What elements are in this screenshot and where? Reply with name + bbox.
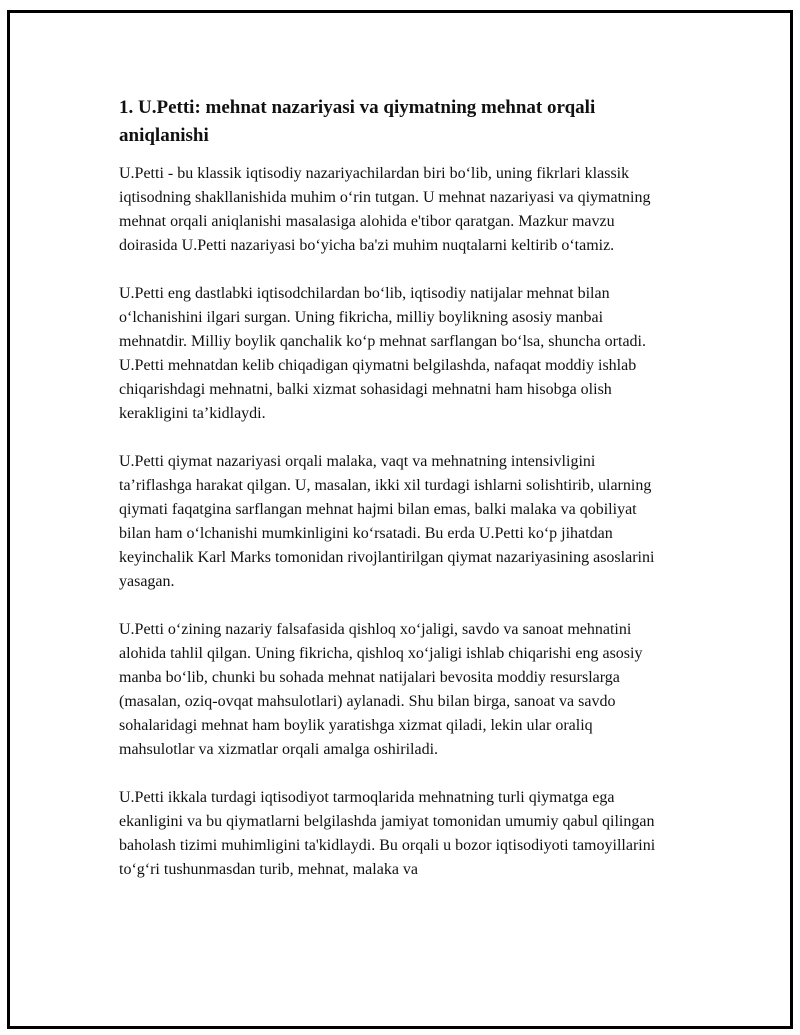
paragraph-5: U.Petti ikkala turdagi iqtisodiyot tarmoqlarida mehnatning turli qiymatga ega ekanligini va bu qiymatlarni belgilashda jamiyat tomonidan umumiy qabul qilingan baholash tizimi muhimligini ta'kidlaydi. Bu orqali u bozor iqtisodiyoti tamoyillarini to‘g‘ri tushunmasdan turib, mehnat, malaka va [119,789,656,878]
document-body [119,94,671,906]
paragraph-1: U.Petti - bu klassik iqtisodiy nazariyachilardan biri bo‘lib, uning fikrlari klassik iqtisodning shakllanishida muhim o‘rin tutgan. U mehnat nazariyasi va qiymatning mehnat orqali aniqlanishi masalasiga alohida e'tibor qaratgan. Mazkur mavzu doirasida U.Petti nazariyasi bo‘yicha ba'zi muhim nuqtalarni keltirib o‘tamiz. [119,165,651,254]
paragraph-2: U.Petti eng dastlabki iqtisodchilardan bo‘lib, iqtisodiy natijalar mehnat bilan o‘lchanishini ilgari surgan. Uning fikricha, milliy boylikning asosiy manbai mehnatdir. Milliy boylik qanchalik ko‘p mehnat sarflangan bo‘lsa, shuncha ortadi. U.Petti mehnatdan kelib chiqadigan qiymatni belgilashda, nafaqat moddiy ishlab chiqarishdagi mehnatni, balki xizmat sohasidagi mehnatni ham hisobga olish kerakligini ta’kidlaydi. [119,285,646,422]
paragraph-4: U.Petti o‘zining nazariy falsafasida qishloq xo‘jaligi, savdo va sanoat mehnatini alohida tahlil qilgan. Uning fikricha, qishloq xo‘jaligi ishlab chiqarishi eng asosiy manba bo‘lib, chunki bu sohada mehnat natijalari bevosita moddiy resurslarga (masalan, oziq-ovqat mahsulotlari) aylanadi. Shu bilan birga, sanoat va savdo sohalaridagi mehnat ham boylik yaratishga xizmat qiladi, lekin ular oraliq mahsulotlar va xizmatlar orqali amalga oshiriladi. [119,621,643,758]
section-heading: 1. U.Petti: mehnat nazariyasi va qiymatning mehnat orqali aniqlanishi [119,97,596,146]
paragraph-3: U.Petti qiymat nazariyasi orqali malaka, vaqt va mehnatning intensivligini ta’riflashga harakat qilgan. U, masalan, ikki xil turdagi ishlarni solishtirib, ularning qiymati faqatgina sarflangan mehnat hajmi bilan emas, balki malaka va qobiliyat bilan ham o‘lchanishi mumkinligini ko‘rsatadi. Bu erda U.Petti ko‘p jihatdan keyinchalik Karl Marks tomonidan rivojlantirilgan qiymat nazariyasining asoslarini yasagan. [119,453,655,590]
